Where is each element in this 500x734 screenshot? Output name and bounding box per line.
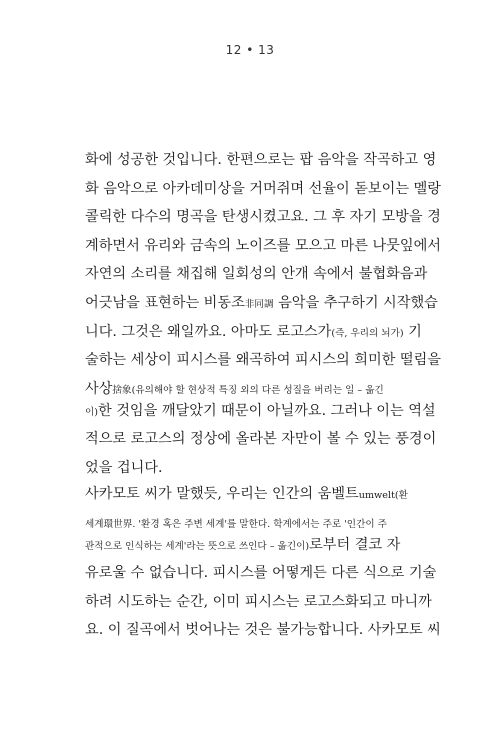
text-line: 콜릭한 다수의 명곡을 탄생시켰고요. 그 후 자기 모방을 경: [85, 209, 441, 226]
text-span: 사카모토 씨가 말했듯, 우리는 인간의 움벨트: [85, 486, 359, 502]
text-span: 한 것임을 깨달았기 때문이 아닐까요. 그러나 이는 역설: [98, 402, 436, 419]
text-line: 하려 시도하는 순간, 이미 피시스는 로고스화되고 마니까: [85, 593, 432, 610]
text-line: 자연의 소리를 채집해 일회성의 안개 속에서 불협화음과: [85, 266, 428, 283]
translator-note: 관적으로 인식하는 세계'라는 뜻으로 쓰인다 – 옮긴이): [85, 540, 310, 552]
text-line: 유로울 수 없습니다. 피시스를 어떻게든 다른 식으로 기술: [85, 565, 437, 582]
text-span: 사상: [85, 380, 113, 397]
translator-note: 捨象(유의해야 할 현상적 특징 외의 다른 성질을 버리는 일 – 옮긴: [112, 384, 384, 396]
translator-note: 세계環世界. '환경 혹은 주변 세계'를 말한다. 학계에서는 주로 '인간이 주: [85, 518, 387, 530]
text-line: 화에 성공한 것입니다. 한편으로는 팝 음악을 작곡하고 영: [85, 152, 437, 168]
paragraph-2: [85, 480, 441, 645]
text-span: 로부터 결코 자: [309, 536, 401, 553]
translator-note: 이): [85, 406, 99, 418]
inline-note: (즉, 우리의 뇌가): [331, 327, 404, 339]
text-line: [85, 397, 436, 426]
text-line: 요. 이 질곡에서 벗어나는 것은 불가능합니다. 사카모토 씨: [85, 622, 441, 639]
inline-note: umwelt(환: [358, 490, 408, 501]
text-line: [85, 480, 417, 509]
text-line: 화 음악으로 아카데미상을 거머쥐며 선율이 돋보이는 멜랑: [85, 180, 441, 197]
hanja-annotation: 非同調: [244, 298, 274, 310]
text-span: 니다. 그것은 왜일까요. 아마도 로고스가: [85, 323, 332, 340]
text-line: [85, 289, 438, 318]
text-span: 음악을 추구하기 시작했습: [273, 294, 438, 311]
text-line: [85, 375, 417, 397]
text-line: 술하는 세상이 피시스를 왜곡하여 피시스의 희미한 떨림을: [85, 352, 441, 369]
paragraph-1: [85, 146, 441, 483]
text-line: [85, 509, 417, 531]
text-span: 기: [403, 323, 422, 340]
text-line: 계하면서 유리와 금속의 노이즈를 모으고 마른 나뭇잎에서: [85, 237, 441, 254]
text-line: [85, 531, 417, 560]
page-number-header: 12 • 13: [225, 43, 275, 57]
text-line: [85, 318, 422, 347]
text-span: 어긋남을 표현하는 비동조: [85, 294, 245, 311]
text-line: 적으로 로고스의 정상에 올라본 자만이 볼 수 있는 풍경이: [85, 431, 437, 448]
text-line: 었을 겁니다.: [85, 459, 163, 476]
